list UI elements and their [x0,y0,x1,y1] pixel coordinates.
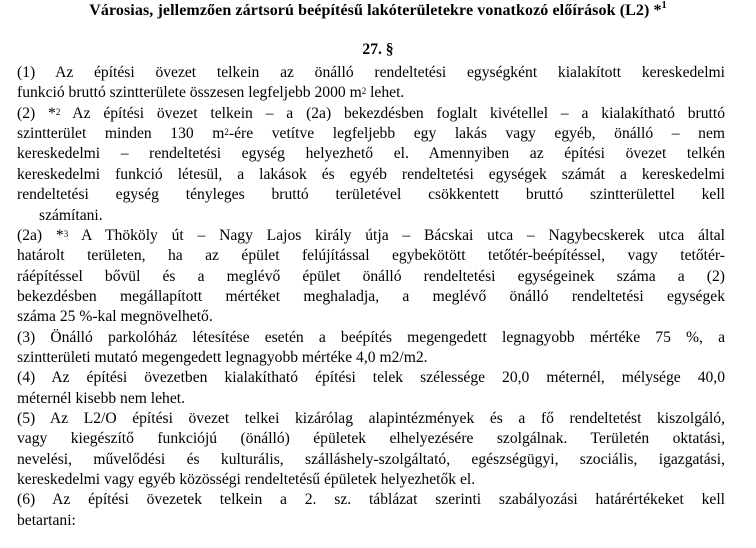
line-text: kereskedelmi – rendeltetési egység helyezhető el. Amennyiben az építési övezet telkén [17,145,725,163]
line-text: ráépítéssel bővül és a meglévő épület önálló rendeltetési egységeinek száma a (2) [17,267,725,285]
section-heading: 27. § [362,41,394,58]
text-line [17,83,725,103]
line-text: száma 25 %-kal megnövelhető. [17,308,213,326]
text-line [17,185,725,205]
line-text: számítani. [39,206,103,224]
line-text: (4) Az építési övezetben kialakítható építési telek szélessége 20,0 méternél, mélysége 40,0 [17,369,725,387]
line-text: (2) * [17,104,56,122]
superscript: 3 [63,228,69,239]
text-line [17,470,725,490]
text-line [17,511,725,531]
title-text: Városias, jellemzően zártsorú beépítésű lakóterületekre vonatkozó előírások (L2) [89,2,650,19]
line-text-continued: lehet. [366,84,405,102]
title-footnote-marker: * [653,2,662,19]
text-line [17,409,725,429]
text-line [17,124,725,144]
line-text: kereskedelmi funkció létesül, a lakások és egyéb rendeltetési egységek számát a kereskedelmi [17,165,725,183]
line-text: szintterület minden 130 m [17,125,225,143]
text-line [17,63,725,83]
line-text: (3) Önálló parkolóház létesítése esetén a beépítés megengedett legnagyobb mértéke 75 %, a [17,328,725,346]
title-footnote-number: 1 [661,0,667,11]
text-line [17,368,725,388]
line-text: határolt területen, ha az épület felújítással egybekötött tetőtér-beépítéssel, vagy tetőtér- [17,247,725,265]
text-line [17,490,725,510]
line-text: kereskedelmi vagy egyéb közösségi rendeltetésű épületek helyezhetők el. [17,471,476,488]
line-text: funkció bruttó szintterülete összesen legfeljebb 2000 m [17,84,362,102]
text-line [17,104,725,124]
superscript: 2 [55,106,61,117]
line-text-continued: A Thököly út – Nagy Lajos király útja – Bácskai utca – Nagybecskerek utca által [68,226,725,244]
line-text: rendeltetési egység tényleges bruttó területével csökkentett bruttó szintterülettel kell [17,186,725,204]
text-line [17,246,725,266]
line-text: nevelési, művelődési és kulturális, szálláshely-szolgáltató, egészségügyi, szociális, igazgatási, [17,450,725,468]
line-text: vagy kiegészítő funkciójú (önálló) épületek elhelyezésére szolgálnak. Területén oktatási, [17,430,725,448]
text-line [17,165,725,185]
text-line [17,287,725,307]
line-text-continued: -ére vetítve legfeljebb egy lakás vagy egyéb, önálló – nem [228,125,725,143]
line-text: méternél kisebb nem lehet. [17,389,186,407]
line-text: (2a) * [17,226,64,244]
text-line [17,450,725,470]
text-line [17,307,725,327]
text-line [17,267,725,287]
text-line [17,226,725,246]
text-line [17,389,725,409]
line-text: (1) Az építési övezet telkein az önálló rendeltetési egységként kialakított kereskedelmi [17,64,725,81]
line-text: bekezdésben megállapított mértéket meghaladja, a meglévő önálló rendeltetési egységek [17,287,725,305]
text-line [17,328,725,348]
text-line [39,206,725,226]
line-text: betartani: [17,511,76,529]
superscript: 2 [224,127,229,138]
text-line [17,144,725,164]
text-line [17,429,725,449]
line-text: (5) Az L2/O építési övezet telkei kizárólag alapintézmények és a fő rendeltetést kiszolgáló, [17,410,725,427]
line-text: szintterületi mutató megengedett legnagyobb mértéke 4,0 m2/m2. [17,348,428,366]
superscript: 2 [361,86,367,97]
text-line [17,348,725,368]
line-text-continued: Az építési övezet telkein – a (2a) bekezdésben foglalt kivétellel – a kialakítható bruttó [60,104,725,122]
page-title [0,2,756,20]
line-text: (6) Az építési övezetek telkein a 2. sz. táblázat szerinti szabályozási határértékeket kell [17,491,725,509]
